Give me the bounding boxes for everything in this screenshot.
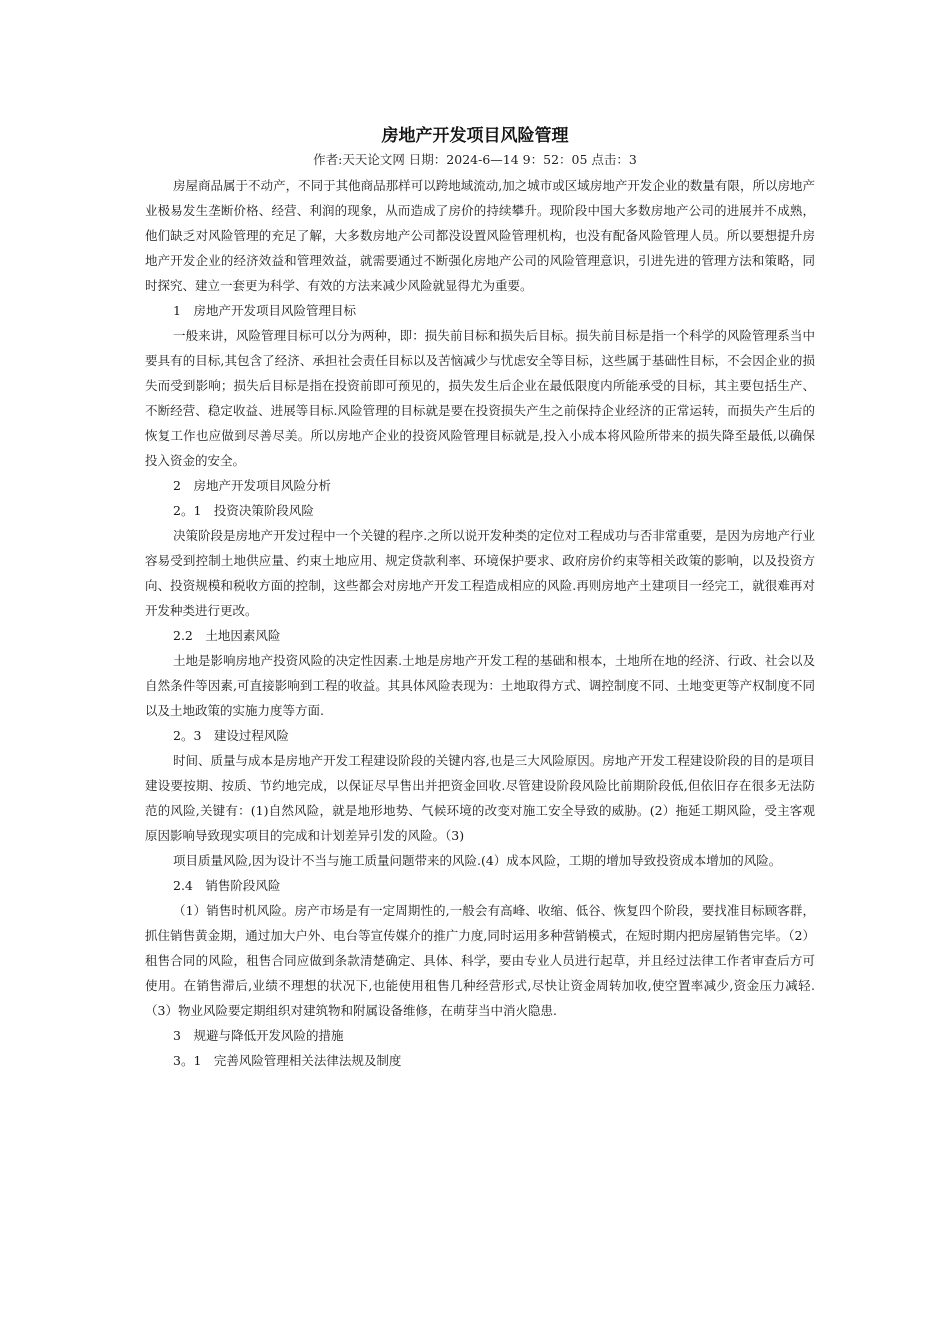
section-heading: 2 房地产开发项目风险分析 [173, 478, 331, 493]
paragraph: 房屋商品属于不动产，不同于其他商品那样可以跨地域流动,加之城市或区域房地产开发企业的数量有限，所以房地产业极易发生垄断价格、经营、利润的现象，从而造成了房价的持续攀升。现阶段中国大多数房地产公司的进展并不成熟，他们缺乏对风险管理的充足了解，大多数房地产公司都没设置风险管理机构，也没有配备风险管理人员。所以要想提升房地产开发企业的经济效益和管理效益，就需要通过不断强化房地产公司的风险管理意识，引进先进的管理方法和策略，同时探究、建立一套更为科学、有效的方法来减少风险就显得尤为重要。 [145, 178, 815, 293]
section-heading: 1 房地产开发项目风险管理目标 [173, 303, 356, 318]
paragraph: 时间、质量与成本是房地产开发工程建设阶段的关键内容,也是三大风险原因。房地产开发工程建设阶段的目的是项目建设要按期、按质、节约地完成，以保证尽早售出并把资金回收.尽管建设阶段风险比前期阶段低,但依旧存在很多无法防范的风险,关键有：(1)自然风险，就是地形地势、气候环境的改变对施工安全导致的威胁。(2）拖延工期风险，受主客观原因影响导致现实项目的完成和计划差异引发的风险。（3) [145, 753, 815, 843]
paragraph: 项目质量风险,因为设计不当与施工质量问题带来的风险.(4）成本风险，工期的增加导致投资成本增加的风险。 [173, 853, 782, 868]
document-title: 房地产开发项目风险管理 [381, 126, 569, 146]
paragraph: 决策阶段是房地产开发过程中一个关键的程序.之所以说开发种类的定位对工程成功与否非常重要，是因为房地产行业容易受到控制土地供应量、约束土地应用、规定贷款利率、环境保护要求、政府房价约束等相关政策的影响，以及投资方向、投资规模和税收方面的控制，这些都会对房地产开发工程造成相应的风险.再则房地产土建项目一经完工，就很难再对开发种类进行更改。 [145, 528, 815, 618]
paragraph: 土地是影响房地产投资风险的决定性因素.土地是房地产开发工程的基础和根本，土地所在地的经济、行政、社会以及自然条件等因素,可直接影响到工程的收益。其具体风险表现为：土地取得方式、调控制度不同、土地变更等产权制度不同以及土地政策的实施力度等方面. [145, 653, 815, 718]
section-heading: 2。1 投资决策阶段风险 [173, 503, 314, 518]
section-heading: 3。1 完善风险管理相关法律法规及制度 [173, 1053, 402, 1068]
section-heading: 2.2 土地因素风险 [173, 628, 281, 643]
document-body [145, 173, 815, 1073]
paragraph: 一般来讲，风险管理目标可以分为两种，即：损失前目标和损失后目标。损失前目标是指一个科学的风险管理系当中要具有的目标,其包含了经济、承担社会责任目标以及苦恼减少与忧虑安全等目标，这些属于基础性目标，不会因企业的损失而受到影响；损失后目标是指在投资前即可预见的，损失发生后企业在最低限度内所能承受的目标，其主要包括生产、不断经营、稳定收益、进展等目标.风险管理的目标就是要在投资损失产生之前保持企业经济的正常运转，而损失产生后的恢复工作也应做到尽善尽美。所以房地产企业的投资风险管理目标就是,投入小成本将风险所带来的损失降至最低,以确保投入资金的安全。 [145, 328, 815, 468]
section-heading: 3 规避与降低开发风险的措施 [173, 1028, 344, 1043]
section-heading: 2。3 建设过程风险 [173, 728, 289, 743]
paragraph: （1）销售时机风险。房产市场是有一定周期性的,一般会有高峰、收缩、低谷、恢复四个阶段，要找准目标顾客群，抓住销售黄金期，通过加大户外、电台等宣传媒介的推广力度,同时运用多种营销模式，在短时期内把房屋销售完毕。（2）租售合同的风险，租售合同应做到条款清楚确定、具体、科学，要由专业人员进行起草，并且经过法律工作者审查后方可使用。在销售滞后,业绩不理想的状况下,也能使用租售几种经营形式,尽快让资金周转加收,使空置率减少,资金压力减轻.（3）物业风险要定期组织对建筑物和附属设备维修，在萌芽当中消火隐患. [145, 903, 815, 1018]
section-heading: 2.4 销售阶段风险 [173, 878, 281, 893]
document-meta: 作者:天天论文网 日期：2024-6—14 9：52：05 点击：3 [313, 152, 637, 167]
